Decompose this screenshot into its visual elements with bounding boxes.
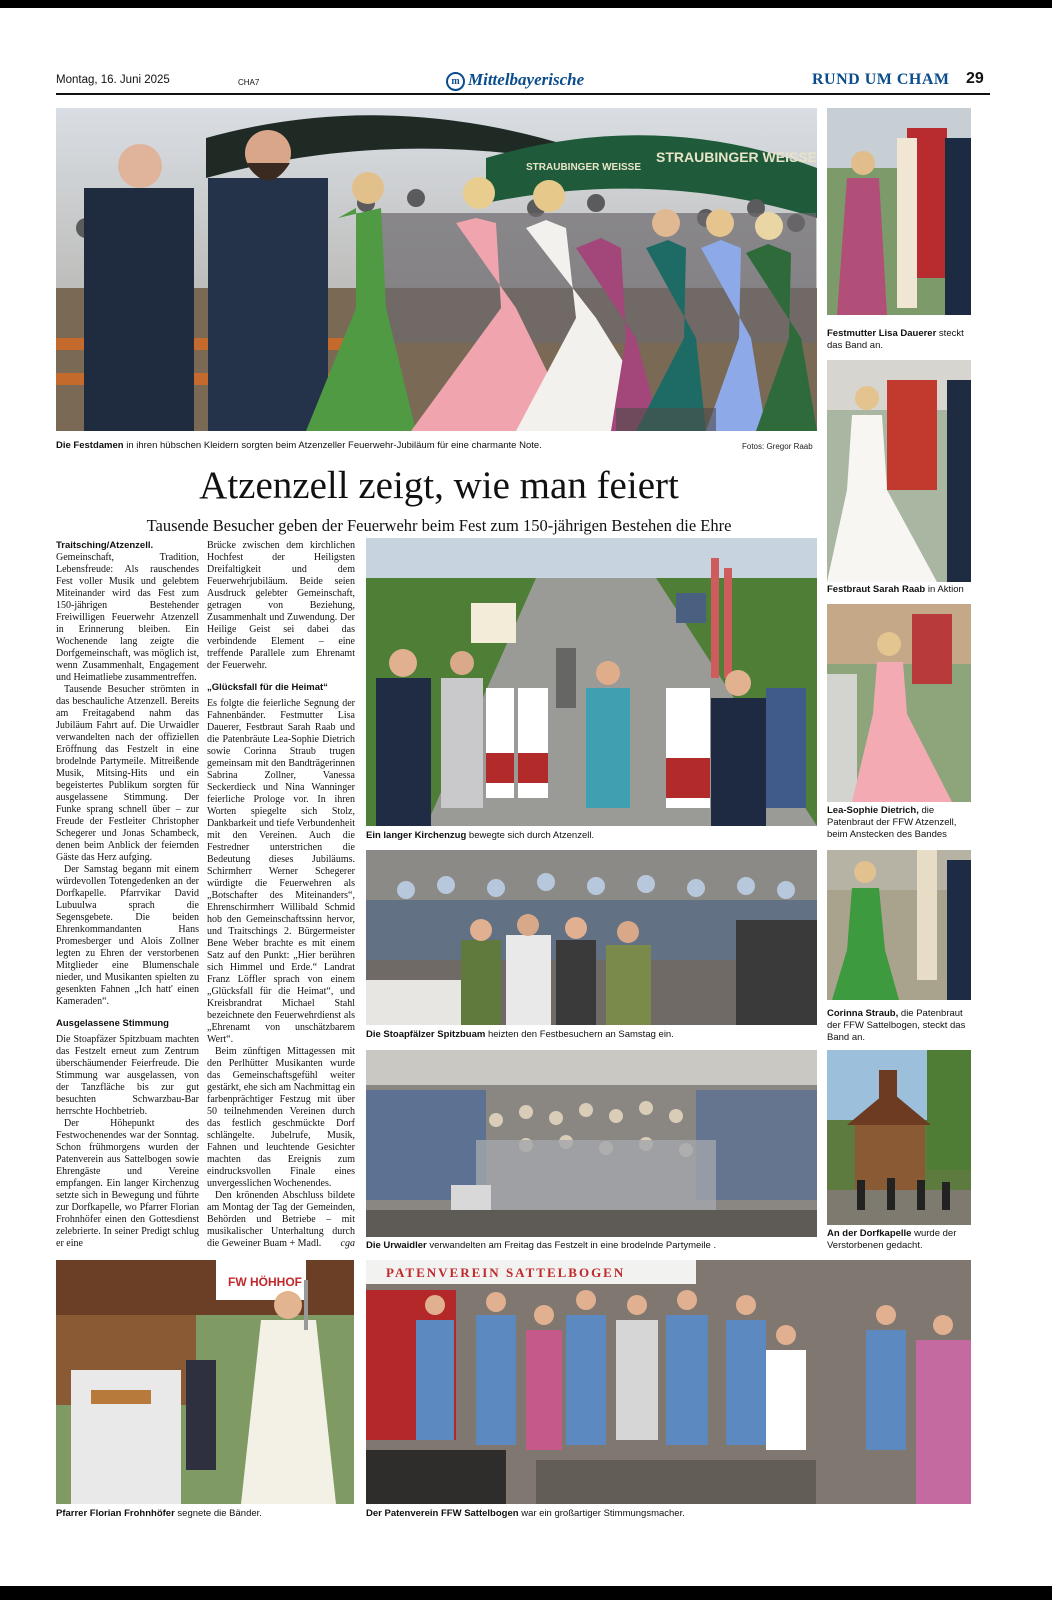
photo-pfarrer [56, 1260, 354, 1504]
caption-patenverein-bold: Der Patenverein FFW Sattelbogen [366, 1508, 519, 1519]
caption-lisa-text: steckt das Band an. [827, 328, 964, 351]
caption-kapelle-bold: An der Dorfkapelle [827, 1228, 912, 1239]
article-paragraph: Der Höhepunkt des Festwochenendes war der Sonntag. Schon frühmorgens wurden der Patenverein aus Sattelbogen sowie Ehrengäste und Vereine empfangen. Ein langer Kirchenzug setzte sich in Bewegung und führte zur Dorfkapelle, wo Pfarrer Florian Frohnhöfer einen den Gottesdienst zelebrierte. In seiner Predigt schlug er eine [56, 1118, 199, 1249]
header-rule [56, 93, 990, 95]
logo-m-icon: m [446, 72, 465, 91]
article-paragraph [56, 540, 199, 684]
hoehhof-sign: FW HÖHHOF [228, 1275, 302, 1289]
logo-text: Mittelbayerische [468, 70, 585, 89]
article-paragraph: Tausende Besucher strömten in das beschauliche Atzenzell. Bereits am Freitagabend nahm das Jubiläum Fahrt auf. Die Urwaidler verwandelten nach der offiziellen Eröffnung das Festzelt in eine brodelnde Partymeile. Mitreißende Musik, Mitsing-Hits und ein begeistertes Publikum sorgten für ausgelassene Stimmung. Der Funke sprang schnell über – zur Freude der Festleiter Christopher Schegerer und Jonas Schambeck, denen beim Anblick der feiernden Gäste das Herz aufging. [56, 684, 199, 863]
article-headline: Atzenzell zeigt, wie man feiert [199, 464, 679, 507]
photo-spitzbuam [366, 850, 817, 1025]
caption-kapelle-text: wurde der Verstorbenen gedacht. [827, 1228, 957, 1251]
newspaper-logo [446, 70, 584, 91]
caption-corinna-text: die Patenbraut der FFW Sattelbogen, steckt das Band an. [827, 1008, 966, 1043]
caption-lea [827, 805, 973, 841]
article-dateline: Traitsching/Atzenzell. [56, 540, 154, 551]
umbrella-sign-2: STRAUBINGER WEISSE [526, 162, 642, 173]
photo-sarah-raab [827, 360, 971, 582]
article-paragraph [207, 1190, 355, 1250]
caption-corinna [827, 1008, 973, 1044]
caption-lisa-bold: Festmutter Lisa Dauerer [827, 328, 937, 339]
article-paragraph: Brücke zwischen dem kirchlichen Hochfest der Heiligsten Dreifaltigkeit und dem Feuerwehrjubiläum. Beide seien Ausdruck gelebter Gemeinschaft, getragen von Beziehung, Zusammenhalt und Zuwendung. Der Heilige Geist sei dabei das verbindende Element – eine treffende Parallele zum Ehrenamt der Feuerwehr. [207, 540, 355, 671]
caption-urwaidler-text: verwandelten am Freitag das Festzelt in eine brodelnde Partymeile . [426, 1240, 717, 1251]
photo-dorfkapelle [827, 1050, 971, 1225]
photo-lisa-dauerer [827, 108, 971, 315]
caption-spitzbuam-text: heizten den Festbesuchern an Samstag ein. [485, 1029, 674, 1040]
article-author: cga [340, 1238, 355, 1249]
caption-sarah-bold: Festbraut Sarah Raab [827, 584, 926, 595]
caption-lea-text: die Patenbraut der FFW Atzenzell, beim Anstecken des Bandes [827, 805, 957, 840]
caption-patenverein-text: war ein großartiger Stimmungsmacher. [518, 1508, 685, 1519]
article-paragraph: Beim zünftigen Mittagessen mit den Perlhütter Musikanten wurde das Gemeinschaftsgefühl weiter gestärkt, ehe sich am Nachmittag ein farbenprächtiger Festzug mit über 50 teilnehmenden Vereinen durch das festlich geschmückte Dorf schlängelte. Jubelrufe, Musik, Fahnen und leuchtende Gesichter machten das Ereignis zum eindrucksvollen Finale eines unvergesslichen Wochenendes. [207, 1046, 355, 1189]
caption-patenverein [366, 1508, 966, 1520]
caption-pfarrer-text: segnete die Bänder. [174, 1508, 262, 1519]
photo-corinna-straub [827, 850, 971, 1000]
page-number: 29 [966, 70, 984, 87]
article-subheading: Ausgelassene Stimmung [56, 1018, 169, 1029]
caption-lisa [827, 328, 973, 352]
caption-urwaidler [366, 1240, 816, 1252]
caption-pfarrer [56, 1508, 354, 1520]
caption-sarah [827, 584, 973, 596]
caption-main [56, 440, 716, 452]
photo-kirchenzug [366, 538, 817, 826]
caption-kirchenzug-bold: Ein langer Kirchenzug [366, 830, 467, 841]
caption-spitzbuam [366, 1029, 816, 1041]
caption-main-bold: Die Festdamen [56, 440, 124, 451]
caption-corinna-bold: Corinna Straub, [827, 1008, 899, 1019]
photo-credit: Fotos: Gregor Raab [742, 442, 813, 451]
newspaper-page [0, 8, 1052, 1586]
article-paragraph: Es folgte die feierliche Segnung der Fahnenbänder. Festmutter Lisa Dauerer, Festbraut Sarah Raab und die Patenbräute Lea-Sophie Dietrich sowie Corinna Straub trugen gemeinsam mit den Bandträgerinnen Sabrina Zollner, Vanessa Seckerdieck und Nina Wanninger feierliche Prologe vor. In ihren Worten spiegelte sich Stolz, Dankbarkeit und tiefe Verbundenheit mit den Vereinen. Auch die Festredner unterstrichen die Bedeutung dieses Jubiläums. Schirmherr Werner Schegerer würdigte die Feuerwehren als „Botschafter des Miteinanders“, Ehrenschirmherr Willibald Schmid hob den Gemeinschaftssinn hervor, und Traitschings 2. Bürgermeister Bene Weber brachte es mit einem Satz auf den Punkt: „Hier berühren sich Himmel und Erde.“ Landrat Franz Löffler sprach von einem „Glücksfall für die Heimat“, und Kreisbrandrat Michael Stahl bezeichnete den Feuerwehrdienst als „Ehrenamt von unschätzbarem Wert“. [207, 698, 355, 1045]
caption-kirchenzug [366, 830, 816, 842]
photo-patenverein [366, 1260, 971, 1504]
patenverein-banner: PATENVEREIN SATTELBOGEN [386, 1265, 626, 1280]
photo-festdamen [56, 108, 817, 431]
article-text: Den krönenden Abschluss bildete am Montag der Tag der Gemeinden, Behörden und Betriebe – mit musikalischer Unterhaltung durch die Geweiner Buam + Madl. [207, 1190, 355, 1249]
caption-pfarrer-bold: Pfarrer Florian Frohnhöfer [56, 1508, 175, 1519]
caption-sarah-text: in Aktion [925, 584, 964, 595]
caption-lea-bold: Lea-Sophie Dietrich, [827, 805, 919, 816]
issue-date: Montag, 16. Juni 2025 [56, 74, 170, 86]
caption-urwaidler-bold: Die Urwaidler [366, 1240, 427, 1251]
article-subheading: „Glücksfall für die Heimat“ [207, 682, 328, 693]
article-subheadline: Tausende Besucher geben der Feuerwehr beim Fest zum 150-jährigen Bestehen die Ehre [146, 516, 732, 535]
article-column-2 [207, 540, 355, 1252]
article-paragraph: Die Stoapfäzer Spitzbuam machten das Festzelt erneut zum Zentrum überschäumender Feierfreude. Die Stimmung war ausgelassen, von der Tanzfläche bis zur gut besuchten Schwarzbau-Bar herrschte Hochbetrieb. [56, 1034, 199, 1117]
section-title: RUND UM CHAM [812, 71, 950, 88]
caption-main-text: in ihren hübschen Kleidern sorgten beim Atzenzeller Feuerwehr-Jubiläum für eine charmante Note. [123, 440, 542, 451]
article-column-1 [56, 540, 199, 1252]
caption-kirchenzug-text: bewegte sich durch Atzenzell. [466, 830, 595, 841]
caption-spitzbuam-bold: Die Stoapfälzer Spitzbuam [366, 1029, 486, 1040]
article-paragraph: Der Samstag begann mit einem würdevollen Totengedenken an der Dorfkapelle. Pfarrvikar David Lubuulwa sprach die Segensgebete. Die beiden Ehrenkommandanten Hans Promesberger und Alois Zollner legten zu Ehren der verstorbenen Mitglieder eine Blumenschale nieder, und Musikanten spielten zu gesenkten Fahnen „Ich hatt' einen Kameraden“. [56, 864, 199, 1007]
photo-lea-sophie [827, 604, 971, 802]
photo-urwaidler [366, 1050, 817, 1237]
caption-kapelle [827, 1228, 973, 1252]
article-text: Gemeinschaft, Tradition, Lebensfreude: Als rauschendes Fest voller Musik und gelebtem Miteinander wird das Fest zum 150-jährigen Bestehender Freiwilligen Feuerwehr Atzenzell in Erinnerung bleiben. Ein Wochenende lang zeigte die Dorfgemeinschaft, was möglich ist, wenn Zusammenhalt, Engagement und Heimatliebe zusammentreffen. [56, 552, 199, 683]
umbrella-sign-1: STRAUBINGER WEISSE [656, 149, 817, 165]
edition-code: CHA7 [238, 78, 260, 87]
